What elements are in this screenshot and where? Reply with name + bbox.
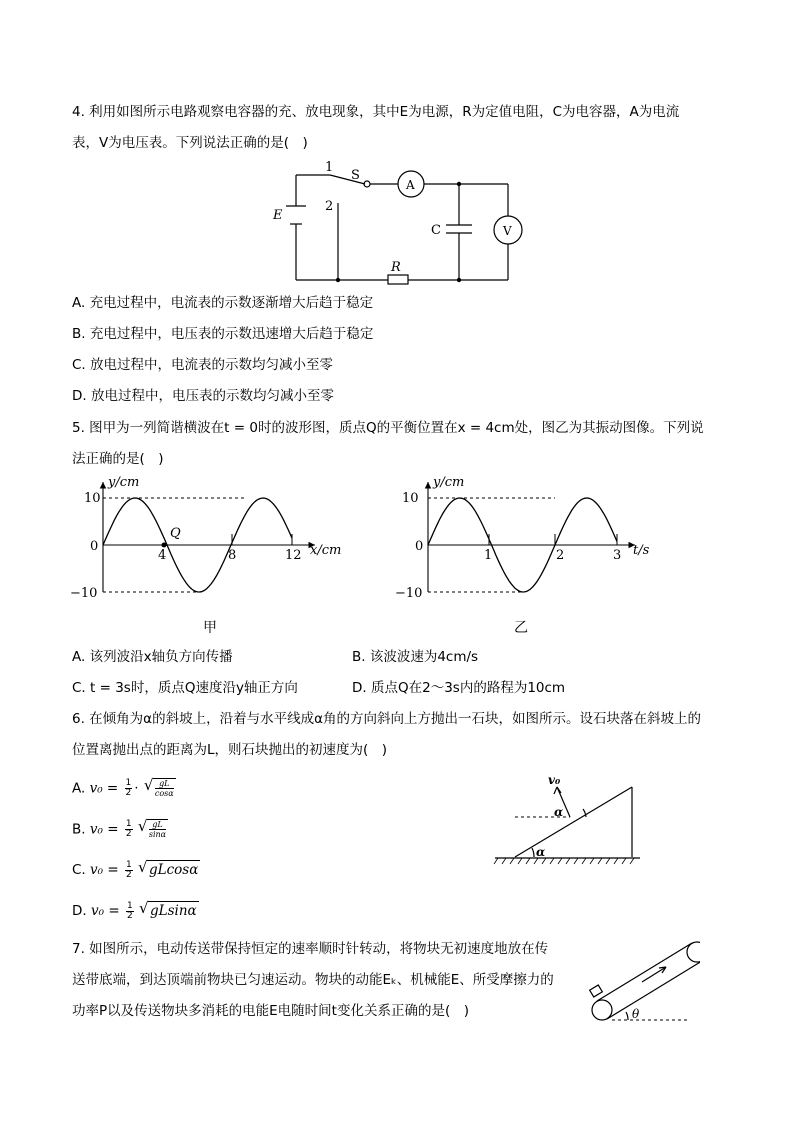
- q7-stem-line1: 7. 如图所示，电动传送带保持恒定的速率顺时针转动，将物块无初速度地放在传: [72, 941, 549, 957]
- graph-left-x2: 8: [228, 548, 237, 563]
- q4-option-c: C. 放电过程中，电流表的示数均匀减小至零: [72, 357, 334, 373]
- circuit-label-r: R: [391, 260, 401, 275]
- q6-option-c: C. v₀ = $\frac{1}{2}$ √ gLcosα: [72, 860, 200, 880]
- q6-option-d: D. v₀ = $\frac{1}{2}$ √ gLsinα: [72, 901, 199, 921]
- q6-option-b: B. v₀ = $\frac{1}{2}$ √ $\frac{gL}{\sin\alpha}$: [72, 819, 168, 839]
- q6-stem-line2: 位置离抛出点的距离为L，则石块抛出的初速度为( ): [72, 742, 388, 758]
- q5-stem-line2: 法正确的是( ): [72, 451, 164, 467]
- graph-right-ytop: 10: [402, 491, 419, 506]
- q4-option-a: A. 充电过程中，电流表的示数逐渐增大后趋于稳定: [72, 295, 374, 311]
- q6-option-b-root: √ $\frac{gL}{\sin\alpha}$: [147, 819, 168, 839]
- conveyor-theta-label: θ: [632, 1007, 640, 1021]
- graph-right-x1: 1: [484, 548, 493, 563]
- graph-right-yzero: 0: [415, 539, 424, 554]
- graph-left-ybottom: −10: [70, 586, 98, 601]
- graph-right-ylabel: y/cm: [433, 475, 465, 490]
- graph-left-point-q: Q: [170, 526, 181, 541]
- circuit-label-2: 2: [325, 199, 334, 214]
- q5-option-b: B. 该波波速为4cm/s: [352, 649, 479, 665]
- wave-graph-right: [385, 472, 685, 642]
- slope-v0-label: v₀: [548, 773, 561, 787]
- graph-left-caption: 甲: [203, 620, 217, 636]
- graph-left-x1: 4: [158, 548, 167, 563]
- q4-option-b: B. 充电过程中，电压表的示数迅速增大后趋于稳定: [72, 326, 374, 342]
- graph-left-xlabel: x/cm: [310, 543, 342, 558]
- circuit-diagram: [268, 158, 528, 288]
- conveyor-figure: [580, 932, 700, 1032]
- wave-graph-left: [60, 472, 360, 642]
- q5-stem-line1: 5. 图甲为一列简谐横波在t = 0时的波形图，质点Q的平衡位置在x = 4cm处，图乙为其振动图像。下列说: [72, 420, 704, 436]
- q6-stem-line1: 6. 在倾角为α的斜坡上，沿着与水平线成α角的方向斜向上方抛出一石块，如图所示。设石块落在斜坡上的: [72, 711, 701, 727]
- circuit-label-v: V: [503, 224, 512, 238]
- q5-option-c: C. t = 3s时，质点Q速度沿y轴正方向: [72, 680, 298, 696]
- circuit-label-s: S: [351, 168, 360, 183]
- graph-right-ybottom: −10: [395, 586, 423, 601]
- slope-alpha-top: α: [554, 805, 564, 819]
- q4-stem-line2: 表，V为电压表。下列说法正确的是( ): [72, 135, 308, 151]
- graph-left-ytop: 10: [84, 491, 101, 506]
- q5-option-a: A. 该列波沿x轴负方向传播: [72, 649, 233, 665]
- circuit-label-1: 1: [325, 160, 334, 175]
- q6-option-a-root: √ $\frac{gL}{\cos\alpha}$: [153, 778, 176, 798]
- circuit-label-c: C: [431, 223, 441, 238]
- graph-left-yzero: 0: [90, 539, 99, 554]
- graph-right-caption: 乙: [514, 620, 528, 636]
- graph-right-x2: 2: [556, 548, 565, 563]
- graph-left-ylabel: y/cm: [108, 475, 140, 490]
- circuit-label-e: E: [273, 208, 283, 223]
- q4-option-d: D. 放电过程中，电压表的示数均匀减小至零: [72, 388, 334, 404]
- q7-stem-line2: 送带底端，到达顶端前物块已匀速运动。物块的动能Eₖ、机械能E、所受摩擦力的: [72, 972, 554, 988]
- graph-right-xlabel: t/s: [633, 543, 650, 558]
- q5-option-d: D. 质点Q在2～3s内的路程为10cm: [352, 680, 566, 696]
- circuit-label-a: A: [406, 178, 415, 192]
- graph-left-x3: 12: [285, 548, 302, 563]
- q4-stem-line1: 4. 利用如图所示电路观察电容器的充、放电现象，其中E为电源，R为定值电阻，C为电容器，A为电流: [72, 104, 680, 120]
- graph-right-x3: 3: [613, 548, 622, 563]
- slope-alpha-bottom: α: [536, 845, 546, 859]
- slope-figure: [490, 770, 650, 870]
- q6-option-a: A. v₀ = $\frac{1}{2}$ · √ $\frac{gL}{\cos\alpha}$: [72, 778, 176, 798]
- q7-stem-line3: 功率P以及传送物块多消耗的电能E电随时间t变化关系正确的是( ): [72, 1003, 469, 1019]
